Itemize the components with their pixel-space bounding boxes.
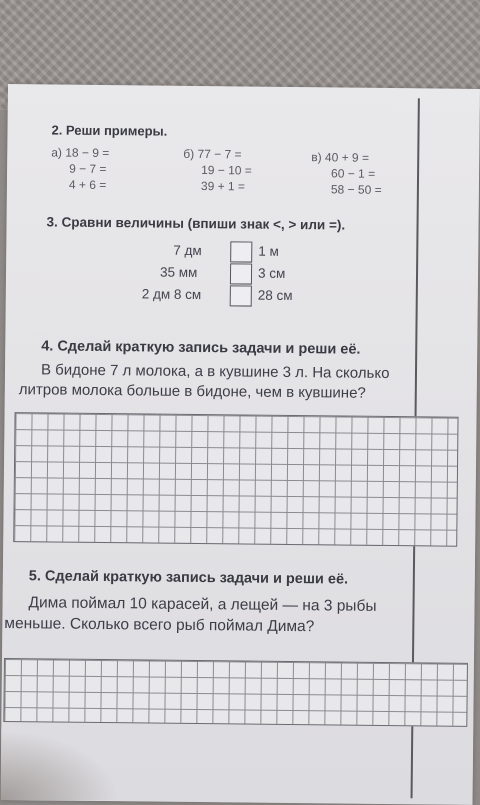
compare-right-1: 1 м [258,243,279,259]
task5-line-2: меньше. Сколько всего рыб поймал Дима? [4,614,315,636]
task4-line-2: литров молока больше в бидоне, чем в кувшине? [18,381,366,402]
workbook-page [1,84,480,805]
compare-box-2[interactable] [230,263,252,284]
task2-col-b-3: 39 + 1 = [200,179,246,194]
task2-col-a-3: 4 + 6 = [68,177,107,193]
task2-col-a-1: а) 18 − 9 = [51,145,110,161]
task2-col-c-1: в) 40 + 9 = [311,150,370,165]
compare-box-3[interactable] [230,285,252,306]
task5-answer-grid[interactable] [3,658,468,727]
compare-left-1: 7 дм [173,242,202,259]
task5-title: 5. Сделай краткую запись задачи и реши её. [28,568,349,588]
task2-col-b-2: 19 − 10 = [201,163,252,178]
task3-title: 3. Сравни величины (впиши знак <, > или =). [46,214,346,233]
compare-right-3: 28 см [257,287,293,303]
task4-line-1: В бидоне 7 л молока, а в кувшине 3 л. На сколько [40,361,390,383]
compare-left-3: 2 дм 8 см [141,286,202,303]
task4-title: 4. Сделай краткую запись задачи и реши её. [41,338,361,358]
task2-col-b-1: б) 77 − 7 = [183,146,242,162]
finger-shadow [0,730,120,800]
compare-box-1[interactable] [230,241,252,262]
task4-answer-grid[interactable] [13,412,458,547]
task2-col-c-3: 58 − 50 = [330,182,382,197]
compare-right-2: 3 см [257,265,286,281]
task2-col-c-2: 60 − 1 = [331,166,376,181]
task2-title: 2. Реши примеры. [51,122,168,139]
compare-left-2: 35 мм [159,264,198,280]
task5-line-1: Дима поймал 10 карасей, а лещей — на 3 рыбы [28,594,377,615]
task2-col-a-2: 9 − 7 = [69,161,107,177]
